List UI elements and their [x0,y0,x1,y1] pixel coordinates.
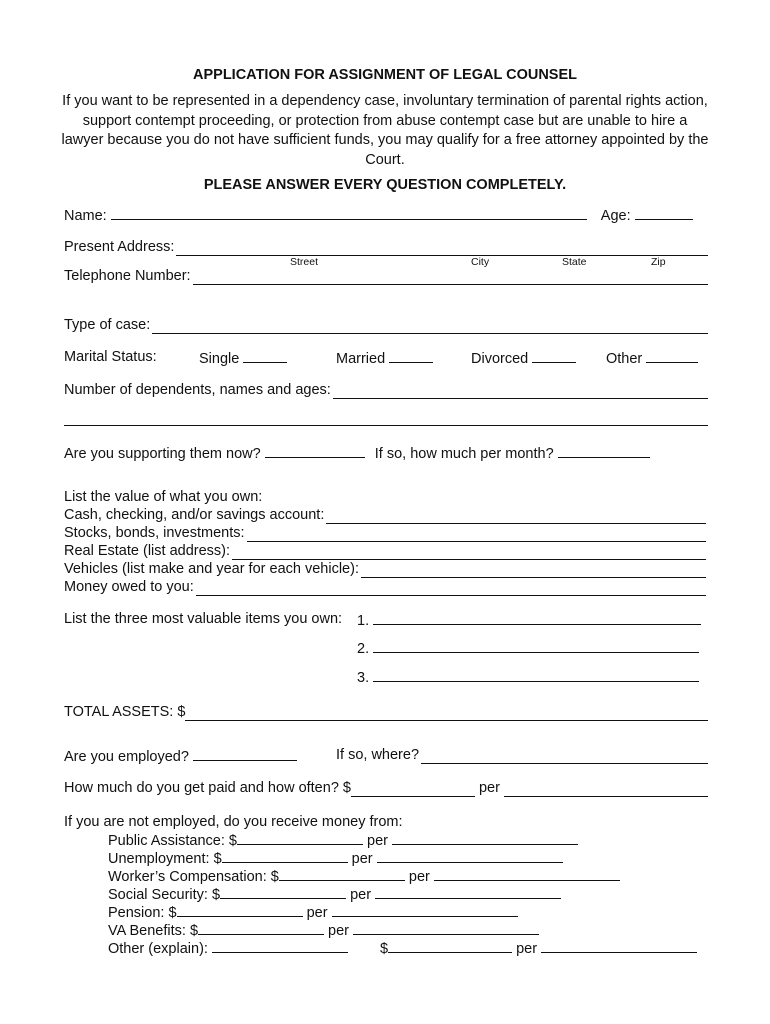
where-label: If so, where? [336,747,420,763]
marital-other [606,349,698,368]
real-estate-label: Real Estate (list address): [64,543,231,559]
total-assets-row [64,704,708,721]
paid-frequency-field[interactable] [504,783,708,797]
pension-amount[interactable] [177,903,303,917]
asset-row-cash [64,507,706,524]
workers-comp-label: Worker’s Compensation: $ [108,869,279,885]
divorced-field[interactable] [532,349,576,363]
per-label: per [350,887,372,903]
where-field[interactable] [421,750,708,764]
dependents-row-2 [64,412,708,426]
per-label: per [367,833,388,849]
paid-per-label: per [478,780,500,796]
per-label: per [328,923,350,939]
income-other [108,939,348,958]
per-label: per [351,851,373,867]
dependents-row [64,382,708,399]
name-label: Name: [64,208,107,224]
married-label: Married [336,351,386,367]
asset-row-vehicles [64,561,706,578]
pension-label: Pension: $ [108,905,177,921]
valuable-number-3: 3. [357,670,370,686]
paid-label: How much do you get paid and how often? $ [64,780,351,796]
social-security-frequency[interactable] [375,885,561,899]
other-field[interactable] [646,349,698,363]
va-benefits-frequency[interactable] [353,921,539,935]
total-assets-label: TOTAL ASSETS: $ [64,704,186,720]
employed-field[interactable] [193,747,297,761]
cash-field[interactable] [326,510,706,524]
valuable-label: List the three most valuable items you own: [64,611,343,627]
marital-married [336,349,433,368]
unemployment-label: Unemployment: $ [108,851,222,867]
other-income-label: Other (explain): [108,941,208,957]
workers-comp-amount[interactable] [279,867,405,881]
income-va-benefits [108,921,539,940]
dependents-field-2[interactable] [64,412,708,426]
vehicles-field[interactable] [361,564,706,578]
public-assistance-label: Public Assistance: $ [108,833,237,849]
stocks-label: Stocks, bonds, investments: [64,525,245,541]
employed-label: Are you employed? [64,749,189,765]
asset-row-money-owed [64,579,706,596]
income-heading: If you are not employed, do you receive money from: [64,814,403,830]
public-assistance-frequency[interactable] [392,831,578,845]
workers-comp-frequency[interactable] [434,867,620,881]
assets-heading: List the value of what you own: [64,489,263,505]
social-security-label: Social Security: $ [108,887,221,903]
supporting-row [64,444,650,463]
income-pension [108,903,518,922]
per-label: per [408,869,430,885]
single-label: Single [199,351,240,367]
other-income-amount[interactable] [388,939,512,953]
street-caption: Street [290,256,319,268]
unemployment-frequency[interactable] [377,849,563,863]
dollar-sign: $ [380,941,389,957]
telephone-row [64,268,708,285]
form-title: APPLICATION FOR ASSIGNMENT OF LEGAL COUNSEL [193,67,577,83]
per-month-field[interactable] [558,444,650,458]
va-benefits-label: VA Benefits: $ [108,923,199,939]
per-month-label: If so, how much per month? [374,446,554,462]
city-caption: City [471,256,490,268]
case-type-row [64,317,708,334]
valuable-field-2[interactable] [373,639,699,653]
social-security-amount[interactable] [220,885,346,899]
intro-paragraph: If you want to be represented in a dependency case, involuntary termination of parental rights action, support contempt proceeding, or protection from abuse contempt case but are unable to hire a lawyer because you do not have sufficient funds, you may qualify for a free attorney appointed by the Court. [61,93,709,168]
married-field[interactable] [389,349,433,363]
per-label: per [306,905,328,921]
divorced-label: Divorced [471,351,529,367]
dependents-label: Number of dependents, names and ages: [64,382,331,398]
state-caption: State [562,256,587,268]
employed-row [64,747,297,766]
total-assets-field[interactable] [185,707,708,721]
supporting-field[interactable] [265,444,365,458]
supporting-label: Are you supporting them now? [64,446,261,462]
marital-divorced [471,349,576,368]
address-row [64,239,708,256]
address-field[interactable] [176,242,708,256]
valuable-number-2: 2. [357,641,370,657]
unemployment-amount[interactable] [222,849,348,863]
age-label: Age: [600,208,631,224]
pension-frequency[interactable] [332,903,518,917]
single-field[interactable] [243,349,287,363]
other-income-frequency[interactable] [541,939,697,953]
marital-single [199,349,287,368]
marital-label: Marital Status: [64,349,157,365]
valuable-item-2 [357,639,699,658]
cash-label: Cash, checking, and/or savings account: [64,507,325,523]
where-row [336,747,708,764]
valuable-number-1: 1. [357,613,370,629]
valuable-item-1 [357,611,701,630]
name-row [64,206,693,225]
case-type-label: Type of case: [64,317,151,333]
asset-row-real-estate [64,543,706,560]
public-assistance-amount[interactable] [237,831,363,845]
instruction-text: PLEASE ANSWER EVERY QUESTION COMPLETELY. [203,177,567,193]
dependents-field[interactable] [333,385,708,399]
real-estate-field[interactable] [232,546,706,560]
paid-row [64,780,708,797]
income-workers-comp [108,867,620,886]
income-other-amount-row [380,939,697,958]
valuable-item-3 [357,668,699,687]
other-label: Other [606,351,643,367]
zip-caption: Zip [651,256,666,268]
telephone-label: Telephone Number: [64,268,191,284]
per-label: per [516,941,538,957]
vehicles-label: Vehicles (list make and year for each vehicle): [64,561,359,577]
paid-amount-field[interactable] [351,783,475,797]
income-unemployment [108,849,563,868]
case-type-field[interactable] [152,320,708,334]
income-social-security [108,885,561,904]
other-income-explain[interactable] [212,939,348,953]
telephone-field[interactable] [193,271,708,285]
name-field[interactable] [111,206,587,220]
va-benefits-amount[interactable] [198,921,324,935]
income-public-assistance [108,831,578,850]
address-label: Present Address: [64,239,175,255]
money-owed-field[interactable] [196,582,706,596]
age-field[interactable] [635,206,693,220]
asset-row-stocks [64,525,706,542]
valuable-field-3[interactable] [373,668,699,682]
valuable-field-1[interactable] [373,611,701,625]
stocks-field[interactable] [247,528,706,542]
money-owed-label: Money owed to you: [64,579,194,595]
